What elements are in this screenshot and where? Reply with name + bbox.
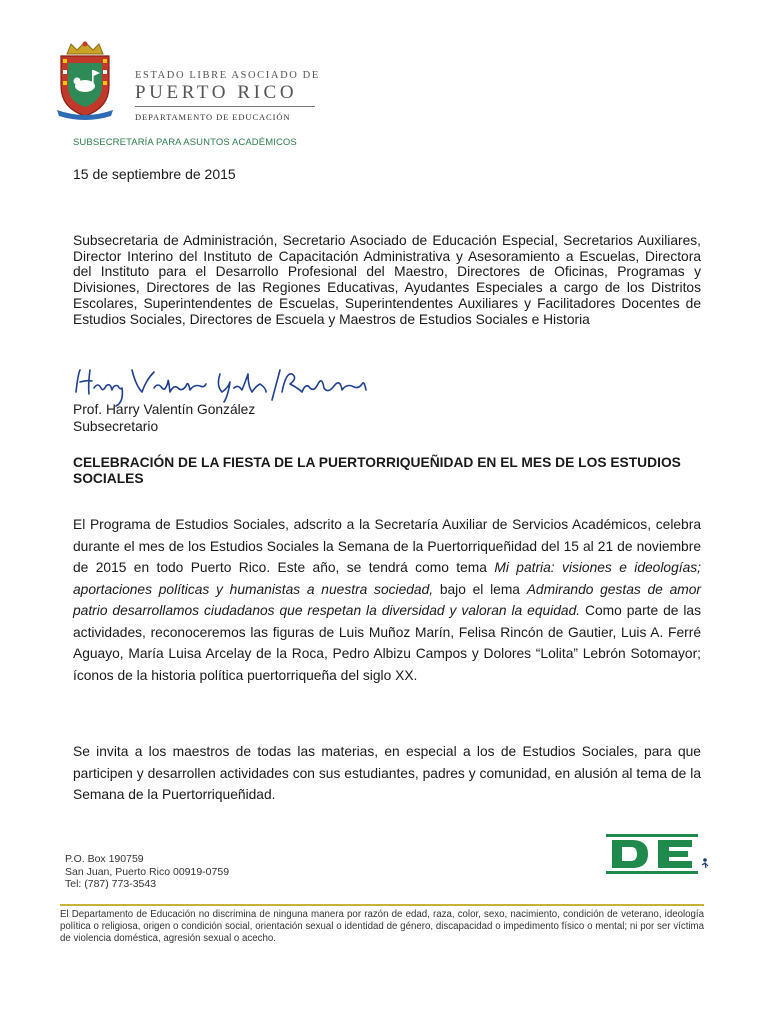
footer-divider	[60, 904, 704, 906]
body-paragraph-2: Se invita a los maestros de todas las materias, en especial a los de Estudios Sociales, para que participen y desarrollen actividades con sus estudiantes, padres y comunidad, en alusión al tema de la Semana de la Puertorriqueñidad.	[73, 744, 701, 802]
mailing-address	[65, 853, 229, 891]
letter-date: 15 de septiembre de 2015	[73, 166, 236, 182]
signer-name: Prof. Harry Valentín González	[73, 402, 256, 417]
de-logo-icon	[606, 832, 712, 876]
body-text: El Programa de Estudios Sociales, adscrito a la Secretaría Auxiliar de Servicios Académicos, celebra durante el mes de los Estudios Sociales la Semana de la Puertorriqueñidad del 15 al 21 de noviembre de 2015 en todo Puerto Rico. Este año, se tendrá como tema	[73, 517, 701, 575]
motto-text: Admirando gestas de amor patrio desarrollamos ciudadanos que respetan la diversidad y valoran la equidad.	[73, 581, 701, 618]
coat-of-arms-icon	[53, 40, 117, 120]
body-paragraph-1	[73, 514, 701, 686]
letterhead-divider	[135, 106, 315, 107]
agency-name-line1: ESTADO LIBRE ASOCIADO DE	[135, 70, 320, 81]
body-text: Como parte de las actividades, reconoceremos las figuras de Luis Muñoz Marín, Felisa Rincón de Gautier, Luis A. Ferré Aguayo, María Luisa Arcelay de la Roca, Pedro Albizu Campos y Dolores “Lolita” Lebrón Sotomayor; íconos de la historia política puertorriqueña del siglo XX.	[73, 603, 701, 683]
subsecretaria-heading: SUBSECRETARÍA PARA ASUNTOS ACADÉMICOS	[73, 137, 297, 148]
signer-title: Subsecretario	[73, 419, 159, 434]
address-line: San Juan, Puerto Rico 00919-0759	[65, 865, 230, 878]
address-line: P.O. Box 190759	[65, 853, 144, 865]
department-name: DEPARTAMENTO DE EDUCACIÓN	[135, 112, 291, 122]
theme-text: Mi patria: visiones e ideologías; aportaciones políticas y humanistas a nuestra sociedad,	[73, 560, 701, 597]
non-discrimination-notice: El Departamento de Educación no discrimina de ninguna manera por razón de edad, raza, color, sexo, nacimiento, condición de veterano, ideología política o religiosa, origen o condición social, orientación sexual o identidad de género, discapacidad o impedimento físico o mental; ni por ser víctima de violencia doméstica, agresión sexual o acecho.	[60, 909, 704, 944]
letter-subject: CELEBRACIÓN DE LA FIESTA DE LA PUERTORRIQUEÑIDAD EN EL MES DE LOS ESTUDIOS SOCIALES	[73, 455, 681, 486]
body-text: bajo el lema	[433, 581, 527, 597]
phone-line: Tel: (787) 773-3543	[65, 878, 157, 890]
agency-name-line2: PUERTO RICO	[135, 82, 298, 103]
recipients-block: Subsecretaria de Administración, Secretario Asociado de Educación Especial, Secretarios Auxiliares, Director Interino del Instituto de Capacitación Administrativa y Asesoramiento a Escuelas, Directora del Instituto para el Desarrollo Profesional del Maestro, Directores de Oficinas, Programas y Divisiones, Directores de las Regiones Educativas, Ayudantes Especiales a cargo de los Distritos Escolares, Superintendentes de Escuelas, Superintendentes Auxiliares y Facilitadores Docentes de Estudios Sociales, Directores de Escuela y Maestros de Estudios Sociales e Historia	[73, 233, 701, 327]
